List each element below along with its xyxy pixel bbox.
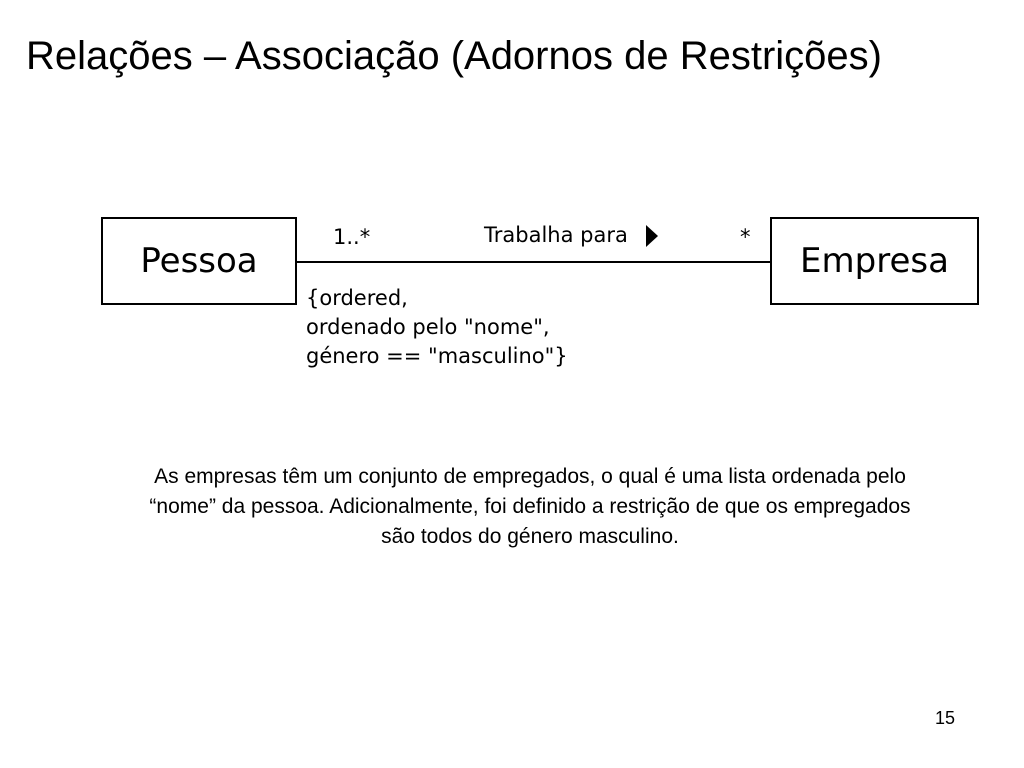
slide-title: Relações – Associação (Adornos de Restrições) <box>26 34 882 78</box>
constraint-line-order-by-name: ordenado pelo "nome", <box>306 315 550 339</box>
source-multiplicity: 1..* <box>333 225 371 249</box>
class-empresa <box>770 217 979 305</box>
class-empresa-label: Empresa <box>800 241 949 281</box>
class-pessoa-label: Pessoa <box>140 241 258 281</box>
target-multiplicity: * <box>740 225 751 249</box>
page-number: 15 <box>935 708 956 728</box>
association-line <box>297 261 770 263</box>
constraint-line-gender: género == "masculino"} <box>306 344 568 368</box>
constraint-line-ordered: {ordered, <box>306 286 408 310</box>
slide-caption: As empresas têm um conjunto de empregados, o qual é uma lista ordenada pelo “nome” da pessoa. Adicionalmente, foi definido a restrição de que os empregados são todos do género masculino. <box>149 465 911 548</box>
class-pessoa <box>101 217 297 305</box>
association-name: Trabalha para <box>484 223 628 247</box>
triangle-right-icon <box>646 225 658 247</box>
